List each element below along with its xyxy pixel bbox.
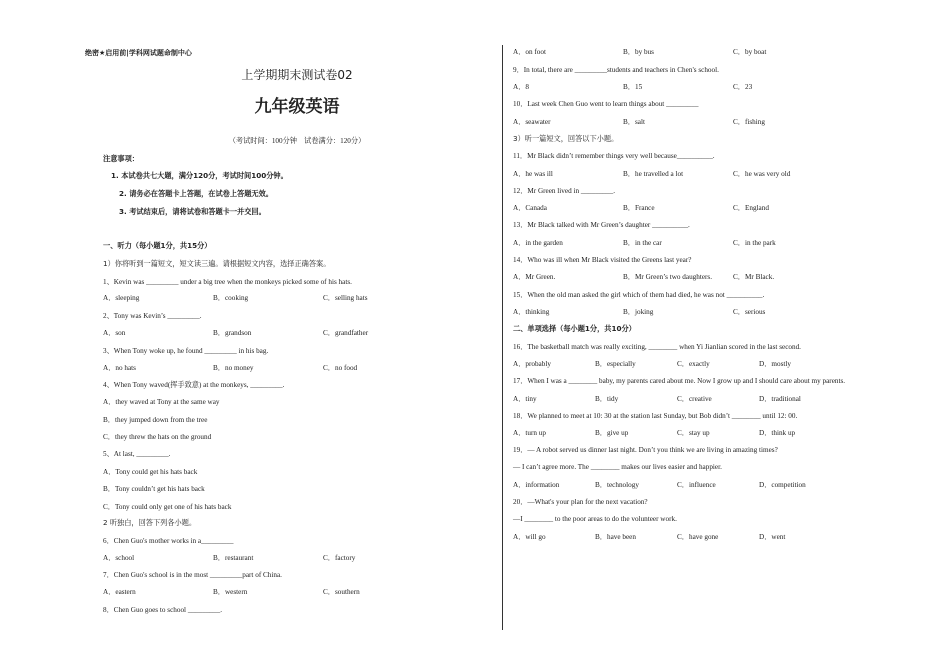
option-b[interactable]: B．Mr Green’s two daughters. [623, 273, 713, 281]
option-c[interactable]: C．influence [677, 481, 716, 489]
option-b[interactable]: B．have been [595, 533, 636, 541]
part3-intro: 3）听一篇短文，回答以下小题。 [513, 134, 619, 143]
question-14: 14．Who was ill when Mr Black visited the Greens last year? [513, 256, 692, 264]
column-divider [502, 45, 503, 630]
option-c[interactable]: C．by boat [733, 48, 767, 56]
option-c[interactable]: C．selling hats [323, 294, 368, 302]
option-a[interactable]: A．in the garden [513, 239, 563, 247]
question-4: 4、When Tony waved(挥手致意) at the monkeys, _________. [103, 381, 285, 389]
option-b[interactable]: B．joking [623, 308, 654, 316]
exam-title: 九年级英语 [254, 97, 340, 117]
option-b[interactable]: B．they jumped down from the tree [103, 416, 208, 424]
option-b[interactable]: B．in the car [623, 239, 662, 247]
question-12: 12．Mr Green lived in _________. [513, 187, 616, 195]
option-c[interactable]: C．exactly [677, 360, 710, 368]
option-a[interactable]: A．eastern [103, 588, 136, 596]
question-8: 8．Chen Guo goes to school _________. [103, 606, 222, 614]
option-d[interactable]: D．competition [759, 481, 806, 489]
option-b[interactable]: B．by bus [623, 48, 654, 56]
option-b[interactable]: B．salt [623, 118, 645, 126]
option-c[interactable]: C．he was very old [733, 170, 791, 178]
option-a[interactable]: A．Tony could get his hats back [103, 468, 198, 476]
option-a[interactable]: A．Mr Green. [513, 273, 556, 281]
confidential-note: 绝密★启用前|学科网试题命制中心 [85, 49, 192, 57]
question-19-reply: — I can’t agree more. The ________ makes our lives easier and happier. [513, 463, 722, 471]
question-16: 16．The basketball match was really exciting, ________ when Yi Jianlian scored in the last second. [513, 343, 801, 351]
option-c[interactable]: C．Tony could only get one of his hats back [103, 503, 232, 511]
question-15: 15．When the old man asked the girl which of them had died, he was not __________. [513, 291, 765, 299]
option-c[interactable]: C．stay up [677, 429, 710, 437]
question-9: 9．In total, there are _________students and teachers in Chen's school. [513, 66, 719, 74]
option-a[interactable]: A．son [103, 329, 126, 337]
option-b[interactable]: B．grandson [213, 329, 252, 337]
option-c[interactable]: C．no food [323, 364, 358, 372]
question-20: 20．—What's your plan for the next vacation? [513, 498, 648, 506]
option-b[interactable]: B．France [623, 204, 655, 212]
question-13: 13．Mr Black talked with Mr Green’s daughter __________. [513, 221, 690, 229]
part1-intro: 1）你将听到一篇短文，短文读三遍。请根据短文内容，选择正确答案。 [103, 259, 331, 268]
question-20-reply: —I ________ to the poor areas to do the volunteer work. [513, 515, 677, 523]
option-a[interactable]: A．on foot [513, 48, 546, 56]
option-c[interactable]: C．serious [733, 308, 766, 316]
option-c[interactable]: C．creative [677, 395, 712, 403]
option-c[interactable]: C．southern [323, 588, 360, 596]
option-b[interactable]: B．western [213, 588, 248, 596]
option-c[interactable]: C．Mr Black. [733, 273, 775, 281]
option-c[interactable]: C．have gone [677, 533, 719, 541]
question-2: 2、Tony was Kevin’s _________. [103, 312, 202, 320]
question-18: 18．We planned to meet at 10: 30 at the station last Sunday, but Bob didn’t ________ until 12: 00. [513, 412, 798, 420]
option-b[interactable]: B．Tony couldn’t get his hats back [103, 485, 205, 493]
section1-title: 一、听力（每小题1分，共15分） [103, 241, 212, 250]
question-19: 19．— A robot served us dinner last night. Don’t you think we are living in amazing times? [513, 446, 778, 454]
option-a[interactable]: A．will go [513, 533, 546, 541]
exam-subtitle: 上学期期末测试卷02 [241, 68, 353, 82]
option-a[interactable]: A．no hats [103, 364, 136, 372]
option-b[interactable]: B．15 [623, 83, 643, 91]
option-b[interactable]: B．especially [595, 360, 636, 368]
option-a[interactable]: A．probably [513, 360, 551, 368]
option-a[interactable]: A．8 [513, 83, 529, 91]
option-a[interactable]: A．information [513, 481, 560, 489]
option-a[interactable]: A．he was ill [513, 170, 553, 178]
part2-intro: 2 听独白，回答下列各小题。 [103, 518, 197, 527]
option-c[interactable]: C．in the park [733, 239, 776, 247]
option-b[interactable]: B．give up [595, 429, 629, 437]
option-d[interactable]: D．traditional [759, 395, 801, 403]
option-c[interactable]: C．England [733, 204, 769, 212]
option-a[interactable]: A．tiny [513, 395, 537, 403]
option-c[interactable]: C．fishing [733, 118, 765, 126]
note-item: 3. 考试结束后，请将试卷和答题卡一并交回。 [119, 207, 266, 216]
option-c[interactable]: C．factory [323, 554, 356, 562]
question-3: 3、When Tony woke up, he found _________ in his bag. [103, 347, 269, 355]
exam-info: （考试时间：100分钟 试卷满分：120分） [228, 137, 366, 145]
option-b[interactable]: B．tidy [595, 395, 619, 403]
option-d[interactable]: D．think up [759, 429, 796, 437]
option-a[interactable]: A．Canada [513, 204, 547, 212]
option-a[interactable]: A．thinking [513, 308, 550, 316]
note-item: 1. 本试卷共七大题，满分120分，考试时间100分钟。 [111, 171, 288, 180]
option-c[interactable]: C．they threw the hats on the ground [103, 433, 212, 441]
option-a[interactable]: A．seawater [513, 118, 551, 126]
option-d[interactable]: D．mostly [759, 360, 791, 368]
question-7: 7．Chen Guo's school is in the most _________part of China. [103, 571, 282, 579]
option-b[interactable]: B．cooking [213, 294, 249, 302]
option-a[interactable]: A．turn up [513, 429, 546, 437]
option-b[interactable]: B．he travelled a lot [623, 170, 684, 178]
question-1: 1、Kevin was _________ under a big tree when the monkeys picked some of his hats. [103, 278, 352, 286]
option-b[interactable]: B．technology [595, 481, 639, 489]
question-10: 10．Last week Chen Guo went to learn things about _________ [513, 100, 699, 108]
option-d[interactable]: D．went [759, 533, 786, 541]
note-item: 2. 请务必在答题卡上答题，在试卷上答题无效。 [119, 189, 273, 198]
option-a[interactable]: A．sleeping [103, 294, 140, 302]
question-6: 6．Chen Guo's mother works in a_________ [103, 537, 234, 545]
option-c[interactable]: C．23 [733, 83, 753, 91]
option-b[interactable]: B．no money [213, 364, 254, 372]
notes-label: 注意事项： [103, 154, 139, 163]
option-b[interactable]: B．restaurant [213, 554, 254, 562]
option-c[interactable]: C．grandfather [323, 329, 369, 337]
option-a[interactable]: A．school [103, 554, 135, 562]
section2-title: 二、单项选择（每小题1分，共10分） [513, 324, 636, 333]
question-5: 5、At last, _________. [103, 450, 171, 458]
question-11: 11．Mr Black didn’t remember things very well because__________. [513, 152, 715, 160]
question-17: 17．When I was a ________ baby, my parents cared about me. Now I grow up and I should care about my parents. [513, 377, 846, 385]
option-a[interactable]: A．they waved at Tony at the same way [103, 398, 220, 406]
